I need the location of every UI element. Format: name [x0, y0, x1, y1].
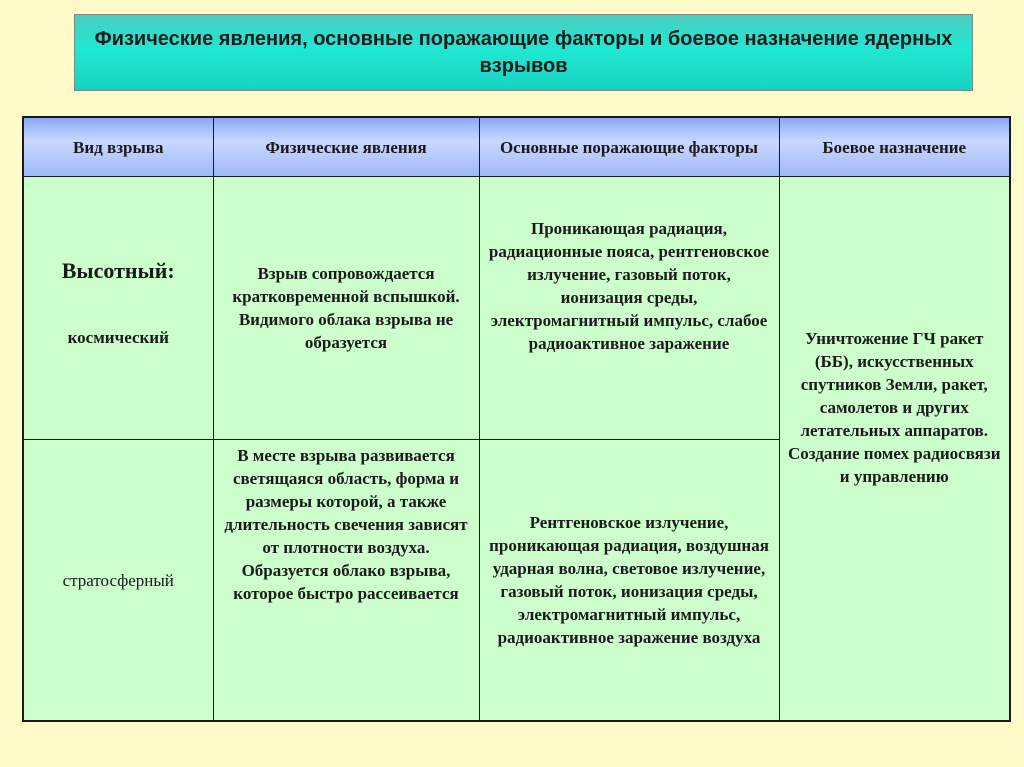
cell-factors-strat: Рентгеновское излучение, проникающая радиация, воздушная ударная волна, световое излучение, газовый поток, ионизация среды, электромагнитный импульс, радиоактивное заражение воздуха — [479, 440, 779, 721]
cell-phenomena-strat: В месте взрыва развивается светящаяся область, форма и размеры которой, а также длительность свечения зависят от плотности воздуха. Образуется облако взрыва, которое быстро рассеивается — [213, 440, 479, 721]
cell-purpose: Уничтожение ГЧ ракет (ББ), искусственных спутников Земли, ракет, самолетов и других летательных аппаратов. Создание помех радиосвязи и управлению — [779, 177, 1010, 722]
cell-kind-high — [23, 177, 213, 440]
header-purpose: Боевое назначение — [779, 117, 1010, 177]
kind-main-label: Высотный: — [61, 258, 175, 284]
header-row — [23, 117, 1010, 177]
header-factors: Основные поражающие факторы — [479, 117, 779, 177]
header-phenomena: Физические явления — [213, 117, 479, 177]
table-row — [23, 177, 1010, 440]
title-banner — [74, 14, 973, 91]
cell-kind-strat: стратосферный — [23, 440, 213, 721]
cell-phenomena-high: Взрыв сопровождается кратковременной вспышкой. Видимого облака взрыва не образуется — [213, 177, 479, 440]
page-title: Физические явления, основные поражающие факторы и боевое назначение ядерных взрывов — [94, 27, 953, 77]
cell-factors-high: Проникающая радиация, радиационные пояса, рентгеновское излучение, газовый поток, ионизация среды, электромагнитный импульс, слабое радиоактивное заражение — [479, 177, 779, 440]
header-kind: Вид взрыва — [23, 117, 213, 177]
kind-sub-label: космический — [67, 328, 169, 348]
explosions-table — [22, 116, 1011, 722]
